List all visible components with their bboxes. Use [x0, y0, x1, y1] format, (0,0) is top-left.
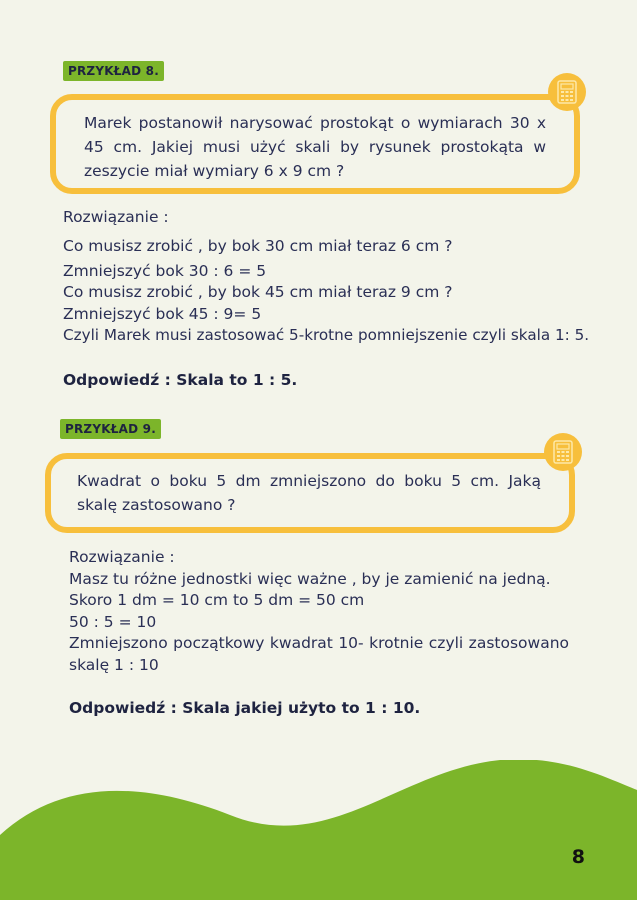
example9-problem-box [45, 453, 575, 533]
example8-solution-line: Zmniejszyć bok 30 : 6 = 5 [63, 261, 267, 280]
example8-answer: Odpowiedź : Skala to 1 : 5. [63, 371, 298, 389]
example9-solution-line: Skoro 1 dm = 10 cm to 5 dm = 50 cm [69, 591, 365, 609]
example8-solution-line: Co musisz zrobić , by bok 45 cm miał teraz 9 cm ? [63, 283, 453, 301]
example9-problem-text: Kwadrat o boku 5 dm zmniejszono do boku 5 cm. Jaką skalę zastosowano ? [77, 472, 541, 514]
calculator-icon-circle-9 [544, 433, 582, 471]
example9-label: PRZYKŁAD 9. [60, 419, 161, 439]
example9-solution-line: Zmniejszono początkowy kwadrat 10- krotnie czyli zastosowano skalę 1 : 10 [69, 634, 569, 674]
example9-solution-line: Masz tu różne jednostki więc ważne , by je zamienić na jedną. [69, 569, 551, 588]
example8-problem-text: Marek postanowił narysować prostokąt o wymiarach 30 x 45 cm. Jakiej musi użyć skali by rysunek prostokąta w zeszycie miał wymiary 6 x 9 cm ? [84, 114, 546, 180]
example8-problem-box [50, 94, 580, 194]
example8-solution-heading: Rozwiązanie : [63, 208, 169, 226]
calculator-icon [553, 440, 573, 464]
example9-solution [69, 547, 569, 676]
example8-solution-line: Czyli Marek musi zastosować 5-krotne pomniejszenie czyli skala 1: 5. [63, 326, 590, 344]
example8-solution [63, 236, 589, 347]
example9-solution-line: 50 : 5 = 10 [69, 612, 157, 631]
page-number: 8 [571, 846, 585, 868]
green-wave-decoration [0, 760, 637, 900]
example8-solution-line: Co musisz zrobić , by bok 30 cm miał teraz 6 cm ? [63, 237, 453, 255]
example8-solution-line: Zmniejszyć bok 45 : 9= 5 [63, 304, 262, 323]
example8-label: PRZYKŁAD 8. [63, 61, 164, 81]
calculator-icon-circle-8 [548, 73, 586, 111]
calculator-icon [557, 80, 577, 104]
example9-answer: Odpowiedź : Skala jakiej użyto to 1 : 10. [69, 699, 421, 717]
example9-solution-heading: Rozwiązanie : [69, 548, 175, 566]
